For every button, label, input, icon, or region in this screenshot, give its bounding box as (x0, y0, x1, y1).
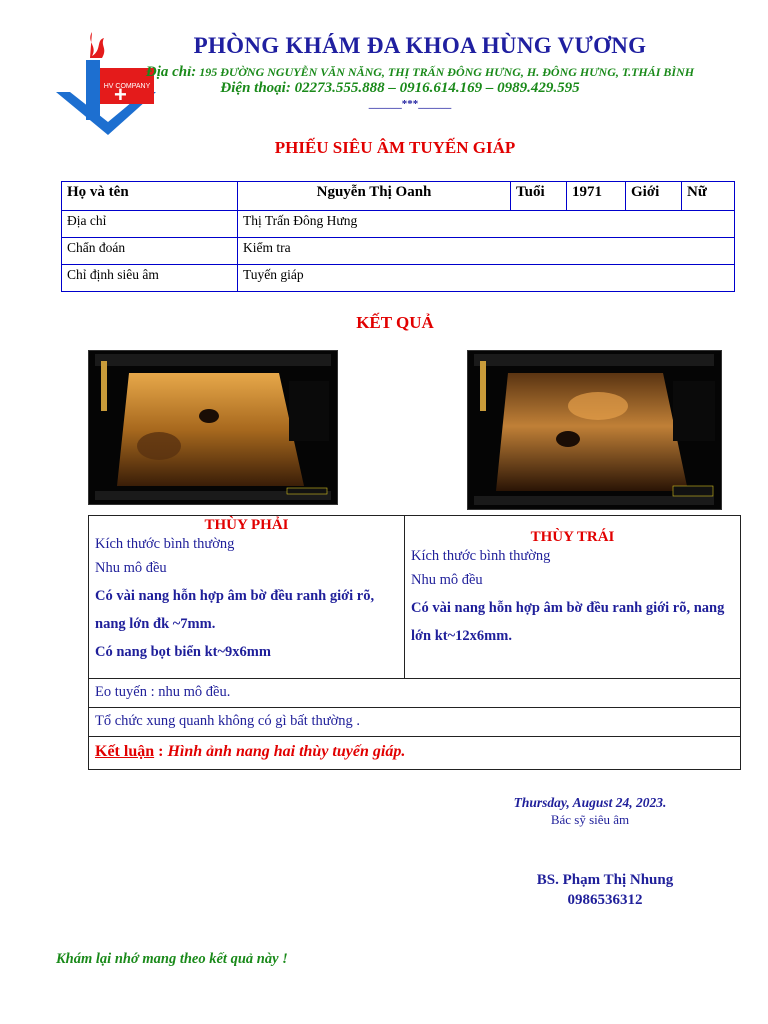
patient-info-table (61, 181, 735, 292)
svg-text:+: + (114, 82, 127, 107)
report-date: Thursday, August 24, 2023. (513, 795, 667, 810)
left-lobe-size: Kích thước bình thường (411, 548, 551, 564)
patient-age: 1971 (567, 182, 626, 211)
patient-address: Thị Trấn Đông Hưng (238, 211, 735, 238)
results-table (88, 515, 741, 770)
ultrasound-image-left (467, 350, 722, 510)
ultrasound-image-right (88, 350, 338, 505)
conclusion-label: Kết luận (95, 743, 155, 760)
doctor-phone: 0986536312 (567, 892, 643, 908)
right-lobe-size: Kích thước bình thường (95, 536, 235, 552)
results-title: KẾT QUẢ (356, 313, 434, 332)
age-label: Tuổi (511, 182, 567, 211)
address-text: 195 ĐƯỜNG NGUYỄN VĂN NĂNG, THỊ TRẤN ĐÔNG HƯNG, H. ĐÔNG HƯNG, T.THÁI BÌNH (199, 65, 695, 79)
left-lobe-finding-1: Có vài nang hỗn hợp âm bờ đều ranh giới rõ, nang lớn kt~12x6mm. (411, 600, 725, 644)
footer-note: Khám lại nhớ mang theo kết quả này ! (56, 951, 288, 967)
left-lobe-title: THÙY TRÁI (530, 529, 615, 545)
right-lobe-title: THÙY PHẢI (204, 517, 289, 533)
indication-label: Chỉ định siêu âm (62, 265, 238, 292)
diagnosis-label: Chẩn đoán (62, 238, 238, 265)
left-lobe-parenchyma: Nhu mô đều (411, 572, 483, 588)
right-lobe-finding-2: Có nang bọt biển kt~9x6mm (95, 644, 271, 660)
conclusion-row (89, 737, 741, 770)
conclusion-text: Hình ảnh nang hai thùy tuyến giáp. (167, 743, 406, 760)
form-title: PHIẾU SIÊU ÂM TUYẾN GIÁP (274, 138, 516, 157)
doctor-role: Bác sỹ siêu âm (550, 812, 630, 827)
patient-diagnosis: Kiểm tra (238, 238, 735, 265)
logo-text: HV COMPANY (103, 83, 151, 90)
patient-name: Nguyễn Thị Oanh (238, 182, 511, 211)
clinic-name: PHÒNG KHÁM ĐA KHOA HÙNG VƯƠNG (193, 33, 647, 58)
doctor-name: BS. Phạm Thị Nhung (536, 872, 674, 888)
right-lobe-parenchyma: Nhu mô đều (95, 560, 167, 576)
address-label: Địa chỉ: (145, 64, 197, 80)
address-row-label: Địa chỉ (62, 211, 238, 238)
name-label: Họ và tên (62, 182, 238, 211)
clinic-phone: Điện thoại: 02273.555.888 – 0916.614.169 – 0989.429.595 (220, 80, 580, 96)
clinic-address (100, 64, 740, 81)
surrounding-row: Tổ chức xung quanh không có gì bất thường . (89, 708, 741, 737)
left-lobe-cell (405, 516, 741, 679)
patient-sex: Nữ (682, 182, 735, 211)
isthmus-row: Eo tuyến : nhu mô đều. (89, 679, 741, 708)
header-divider: ______***______ (368, 98, 452, 110)
right-lobe-cell (89, 516, 405, 679)
conclusion-separator: : (154, 743, 168, 760)
sex-label: Giới (626, 182, 682, 211)
patient-indication: Tuyến giáp (238, 265, 735, 292)
right-lobe-finding-1: Có vài nang hỗn hợp âm bờ đều ranh giới rõ, nang lớn đk ~7mm. (95, 588, 375, 632)
